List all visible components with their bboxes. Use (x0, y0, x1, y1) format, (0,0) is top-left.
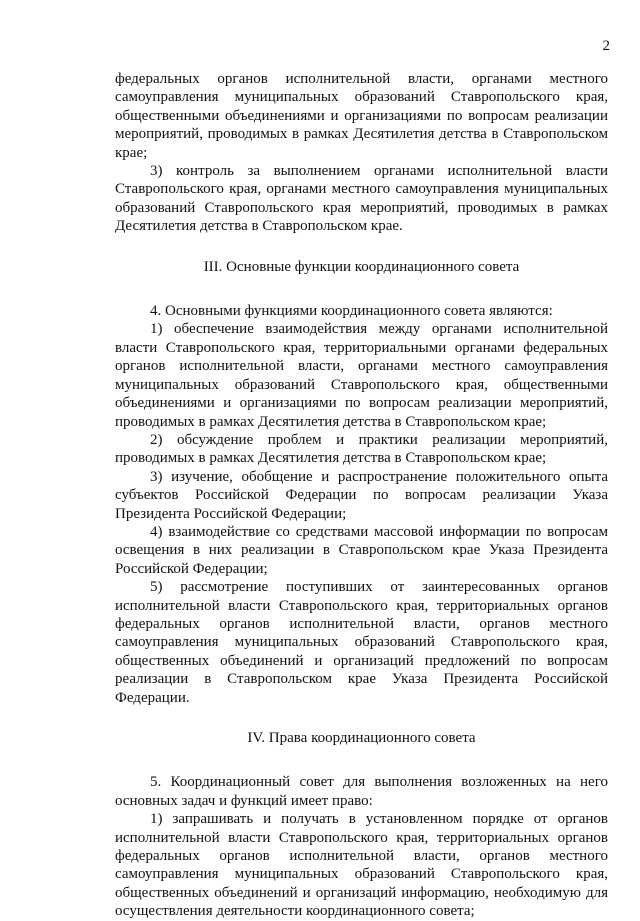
section-3-item-1: 1) обеспечение взаимодействия между органами исполнительной власти Ставропольского края, территориальными органами федеральных органов исполнительной власти, органами местного самоуправления муниципальных образований Ставропольского края, общественными объединениями и организациями по вопросам реализации мероприятий, проводимых в рамках Десятилетия детства в Ставропольском крае; (115, 321, 608, 430)
intro-continuation: федеральных органов исполнительной власти, органами местного самоуправления муниципальных образований Ставропольского края, общественными объединениями и организациями по вопросам реализации мероприятий, проводимых в рамках Десятилетия детства в Ставропольском крае; (115, 71, 608, 161)
section-4-heading: IV. Права координационного совета (247, 730, 476, 746)
section-4-item-1: 1) запрашивать и получать в установленном порядке от органов исполнительной власти Ставропольского края, территориальных органов федеральных органов исполнительной власти, органов местного самоуправления муниципальных образований Ставропольского края, общественных объединений и организаций информацию, необходимую для осуществления деятельности координационного совета; (115, 811, 608, 920)
section-3-item-4: 4) взаимодействие со средствами массовой информации по вопросам освещения в них реализации в Ставропольском крае Указа Президента Российской Федерации; (115, 523, 608, 577)
section-3-lead: 4. Основными функциями координационного совета являются: (150, 303, 553, 320)
section-3-item-3: 3) изучение, обобщение и распространение положительного опыта субъектов Российской Федерации по вопросам реализации Указа Президента Российской Федерации; (115, 468, 608, 522)
intro-block (115, 70, 608, 236)
intro-item-3: 3) контроль за выполнением органами исполнительной власти Ставропольского края, органами местного самоуправления муниципальных образований Ставропольского края мероприятий, проводимых в рамках Десятилетия детства в Ставропольском крае. (115, 163, 608, 235)
section-3-item-2: 2) обсуждение проблем и практики реализации мероприятий, проводимых в рамках Десятилетия детства в Ставропольском крае; (115, 431, 608, 467)
section-3-item-5: 5) рассмотрение поступивших от заинтересованных органов исполнительной власти Ставропольского края, территориальных органов федеральных органов исполнительной власти, органов местного самоуправления муниципальных образований Ставропольского края, общественных объединений и организаций предложений по вопросам реализации в Ставропольском крае Указа Президента Российской Федерации. (115, 579, 608, 706)
section-4-lead: 5. Координационный совет для выполнения возложенных на него основных задач и функций имеет право: (115, 774, 608, 809)
section-3-heading: III. Основные функции координационного совета (203, 258, 520, 275)
page-number: 2 (602, 38, 610, 54)
document-body (115, 70, 608, 921)
